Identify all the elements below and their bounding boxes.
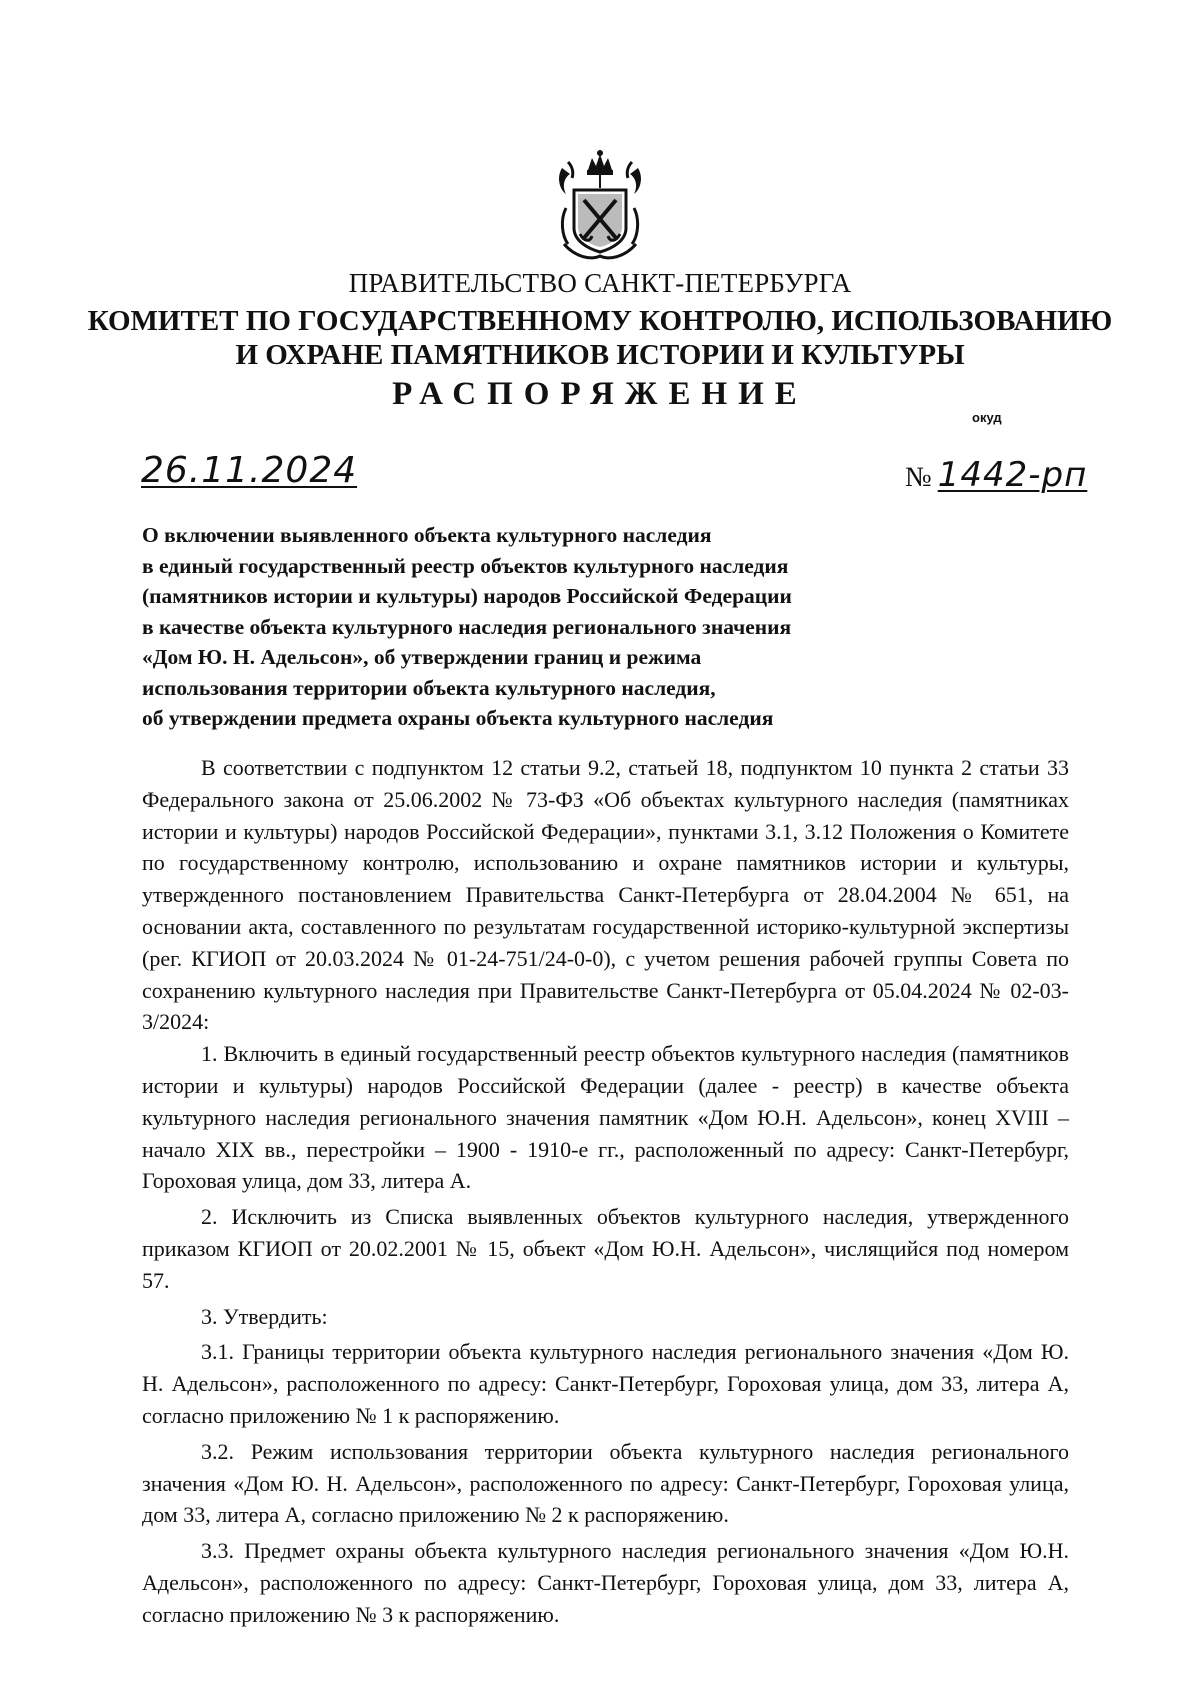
document-subject [142,520,942,734]
subject-line: использования территории объекта культурного наследия, [142,675,716,700]
subject-line: об утверждении предмета охраны объекта культурного наследия [142,706,774,730]
committee-name-line-1: КОМИТЕТ ПО ГОСУДАРСТВЕННОМУ КОНТРОЛЮ, ИСПОЛЬЗОВАНИЮ [87,305,1113,337]
item-1-paragraph: 1. Включить в единый государственный реестр объектов культурного наследия (памятников истории и культуры) народов Российской Федерации (далее - реестр) в качестве объекта культурного наследия регионального значения памятник «Дом Ю.Н. Адельсон», конец XVIII – начало XIX вв., перестройки – 1900 - 1910-е гг., расположенный по адресу: Санкт-Петербург, Гороховая улица, дом 33, литера А. [142,1041,1069,1194]
government-name: ПРАВИТЕЛЬСТВО САНКТ-ПЕТЕРБУРГА [348,268,852,298]
document-number-value: 1442-рп [937,455,1088,495]
item-3-2-paragraph: 3.2. Режим использования территории объекта культурного наследия регионального значения «Дом Ю. Н. Адельсон», расположенного по адресу: Санкт-Петербург, Гороховая улица, дом 33, литера А, согласно приложению № 2 к распоряжению. [142,1438,1069,1528]
document-type: РАСПОРЯЖЕНИЕ [392,376,808,412]
subject-line: О включении выявленного объекта культурного наследия [142,523,712,547]
document-number [905,455,1087,495]
committee-name [0,304,1200,372]
item-2-paragraph: 2. Исключить из Списка выявленных объектов культурного наследия, утвержденного приказом КГИОП от 20.02.2001 № 15, объект «Дом Ю.Н. Адельсон», числящийся под номером 57. [142,1204,1069,1293]
subject-line: «Дом Ю. Н. Адельсон», об утверждении границ и режима [142,645,702,669]
preamble-paragraph: В соответствии с подпунктом 12 статьи 9.2, статьей 18, подпунктом 10 пункта 2 статьи 33 Федерального закона от 25.06.2002 № 73-ФЗ «Об объектах культурного наследия (памятниках истории и культуры) народов Российской Федерации», пунктами 3.1, 3.12 Положения о Комитете по государственному контролю, использованию и охране памятников истории и культуры, утвержденного постановлением Правительства Санкт-Петербурга от 28.04.2004 № 651, на основании акта, составленного по результатам государственной историко-культурной экспертизы (рег. КГИОП от 20.03.2024 № 01-24-751/24-0-0), с учетом решения рабочей группы Совета по сохранению культурного наследия при Правительстве Санкт-Петербурга от 05.04.2024 № 02-03-3/2024: [142,755,1069,1035]
number-sign: № [905,462,932,493]
document-date: 26.11.2024 [141,450,358,491]
item-3-1-paragraph: 3.1. Границы территории объекта культурного наследия регионального значения «Дом Ю. Н. Адельсон», расположенного по адресу: Санкт-Петербург, Гороховая улица, дом 33, литера А, согласно приложению № 1 к распоряжению. [142,1339,1069,1428]
subject-line: в единый государственный реестр объектов культурного наследия [142,553,789,578]
coat-of-arms-icon [552,148,648,262]
document-body [142,752,1069,1631]
subject-line: в качестве объекта культурного наследия регионального значения [142,614,792,639]
item-3-3-paragraph: 3.3. Предмет охраны объекта культурного наследия регионального значения «Дом Ю.Н. Адельсон», расположенного по адресу: Санкт-Петербург, Гороховая улица, дом 33, литера А, согласно приложению № 3 к распоряжению. [142,1538,1069,1627]
subject-line: (памятников истории и культуры) народов Российской Федерации [142,584,792,608]
committee-name-line-2: И ОХРАНЕ ПАМЯТНИКОВ ИСТОРИИ И КУЛЬТУРЫ [235,339,965,371]
item-3-paragraph: 3. Утвердить: [201,1303,328,1329]
okud-label: окуд [972,410,1002,425]
